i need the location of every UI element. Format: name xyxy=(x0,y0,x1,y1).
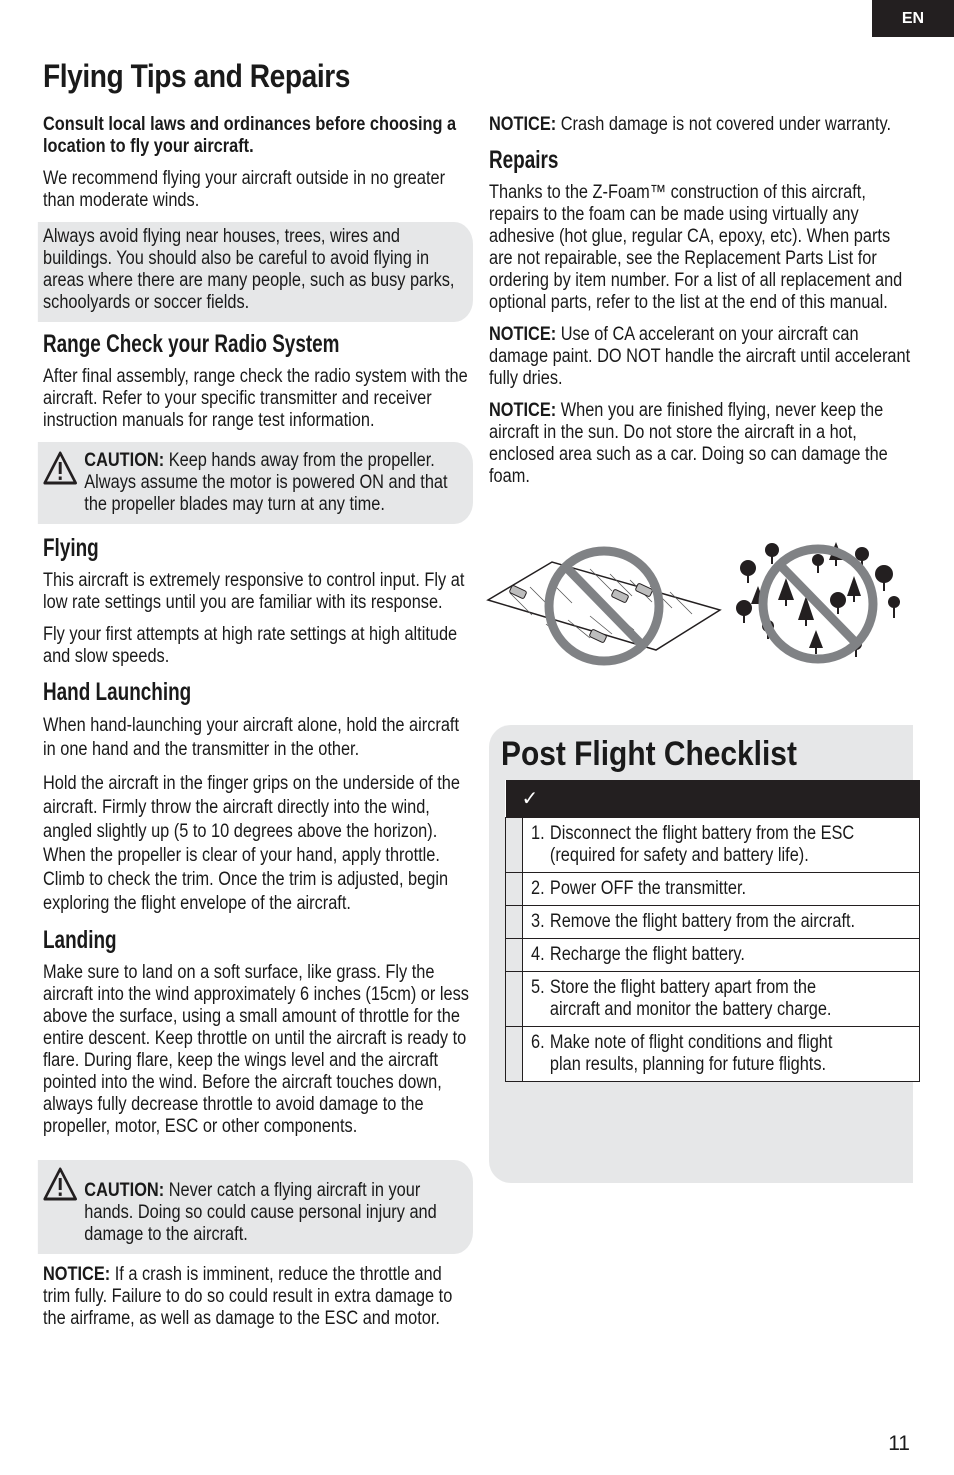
checklist-item-number: 3. xyxy=(531,911,545,932)
checklist-item xyxy=(523,1027,920,1082)
checklist-item-text: Make note of flight conditions and flight plan results, planning for future flights. xyxy=(549,1032,833,1075)
avoid-obstacles-text: Always avoid flying near houses, trees, wires and buildings. You should also be careful to avoid flying in areas where there are many people, such as busy parks, schoolyards or soccer fields. xyxy=(43,226,455,313)
checklist-item-number: 6. xyxy=(531,1032,545,1053)
checklist-item-number: 5. xyxy=(531,977,545,998)
repairs-heading: Repairs xyxy=(489,146,559,174)
checklist-row xyxy=(506,939,920,972)
checklist-item-text: Disconnect the flight battery from the ESC (required for safety and battery life). xyxy=(549,823,855,866)
no-parking-lot-icon xyxy=(488,551,720,661)
warning-triangle-icon xyxy=(43,450,77,486)
range-check-heading: Range Check your Radio System xyxy=(43,330,340,358)
notice-ca-accelerant xyxy=(489,324,915,390)
checklist-item-number: 4. xyxy=(531,944,545,965)
checklist-item-number: 1. xyxy=(531,823,545,844)
notice-warranty-text: Crash damage is not covered under warranty. xyxy=(556,114,892,135)
checklist-header-row xyxy=(506,780,920,818)
check-mark-icon: ✓ xyxy=(506,780,920,818)
caution-label: CAUTION: xyxy=(84,1180,165,1201)
checklist-item-text: Store the flight battery apart from the aircraft and monitor the battery charge. xyxy=(549,977,832,1020)
notice-crash-imminent xyxy=(43,1264,473,1330)
checklist-row xyxy=(506,906,920,939)
flying-text-2: Fly your first attempts at high rate settings at high altitude and slow speeds. xyxy=(43,624,458,667)
checklist-row xyxy=(506,873,920,906)
notice-ca-accelerant-text: Use of CA accelerant on your aircraft can damage paint. DO NOT handle the aircraft until accelerant fully dries. xyxy=(489,324,911,389)
notice-warranty xyxy=(489,114,915,136)
checklist-item xyxy=(523,939,920,972)
left-column xyxy=(43,114,533,1340)
checklist-row xyxy=(506,972,920,1027)
page-number: 11 xyxy=(888,1432,910,1455)
checklist-item xyxy=(523,972,920,1027)
checklist-title: Post Flight Checklist xyxy=(501,735,797,773)
post-flight-checklist-panel xyxy=(489,725,913,1183)
landing-text: Make sure to land on a soft surface, like grass. Fly the aircraft into the wind approximately 6 inches (15cm) or less above the surface, using a small amount of throttle for the entire descent. Keep throttle on until the aircraft is ready to flare. During flare, keep the wings level and the aircraft pointed into the wind. Before the aircraft touches down, always fully decrease throttle to avoid damage to the propeller, motor, ESC or other components. xyxy=(43,962,469,1137)
landing-heading: Landing xyxy=(43,926,117,954)
notice-sun-storage xyxy=(489,400,915,488)
hand-launching-text-1: When hand-launching your aircraft alone, hold the aircraft in one hand and the transmitter in the other. xyxy=(43,715,460,760)
checklist-row xyxy=(506,818,920,873)
checklist-item xyxy=(523,906,920,939)
caution-propeller-box xyxy=(38,442,473,524)
notice-label: NOTICE: xyxy=(489,114,557,135)
no-trees-icon xyxy=(736,542,900,659)
checklist-item xyxy=(523,818,920,873)
checkbox-cell[interactable] xyxy=(506,818,523,873)
checkbox-cell[interactable] xyxy=(506,972,523,1027)
page-title: Flying Tips and Repairs xyxy=(43,58,351,94)
checklist-table xyxy=(505,780,920,1082)
checklist-item-text: Power OFF the transmitter. xyxy=(549,878,747,899)
right-column xyxy=(489,114,954,498)
notice-label: NOTICE: xyxy=(489,324,557,345)
checkbox-cell[interactable] xyxy=(506,873,523,906)
caution-catch-text: Never catch a flying aircraft in your hands. Doing so could cause personal injury and damage to the aircraft. xyxy=(84,1180,437,1245)
hand-launching-heading: Hand Launching xyxy=(43,678,192,706)
notice-sun-storage-text: When you are finished flying, never keep the aircraft in the sun. Do not store the aircraft in a hot, enclosed area such as a car. Doing so can damage the foam. xyxy=(489,400,888,487)
caution-label: CAUTION: xyxy=(84,450,165,471)
language-tab: EN xyxy=(872,0,954,37)
checklist-item-number: 2. xyxy=(531,878,545,899)
caution-catch-box xyxy=(38,1160,473,1254)
wind-recommendation-text: We recommend flying your aircraft outside in no greater than moderate winds. xyxy=(43,168,446,211)
caution-propeller-text: Keep hands away from the propeller. Always assume the motor is powered ON and that the propeller blades may turn at any time. xyxy=(84,450,448,515)
checkbox-cell[interactable] xyxy=(506,1027,523,1082)
left-column-content xyxy=(43,114,473,1330)
checklist-item-text: Remove the flight battery from the aircraft. xyxy=(549,911,856,932)
checklist-item-text: Recharge the flight battery. xyxy=(549,944,745,965)
notice-label: NOTICE: xyxy=(489,400,557,421)
notice-crash-imminent-text: If a crash is imminent, reduce the throttle and trim fully. Failure to do so could result in extra damage to the airframe, as well as damage to the ESC and motor. xyxy=(43,1264,453,1329)
prohibited-locations-illustration xyxy=(486,538,906,668)
checklist-row xyxy=(506,1027,920,1082)
checklist-item xyxy=(523,873,920,906)
repairs-text: Thanks to the Z-Foam™ construction of this aircraft, repairs to the foam can be made using virtually any adhesive (hot glue, regular CA, epoxy, etc). When parts are not repairable, see the Replacement Parts List for ordering by item number. For a list of all replacement and optional parts, refer to the list at the end of this manual. xyxy=(489,182,903,313)
notice-label: NOTICE: xyxy=(43,1264,111,1285)
flying-heading: Flying xyxy=(43,534,99,562)
hand-launching-text-2: Hold the aircraft in the finger grips on the underside of the aircraft. Firmly throw the aircraft directly into the wind, angled slightly up (5 to 10 degrees above the horizon). When the propeller is clear of your hand, apply throttle. Climb to check the trim. Once the trim is adjusted, begin exploring the flight envelope of the aircraft. xyxy=(43,773,460,914)
checkbox-cell[interactable] xyxy=(506,939,523,972)
checkbox-cell[interactable] xyxy=(506,906,523,939)
warning-triangle-icon xyxy=(43,1166,77,1202)
right-column-content xyxy=(489,114,915,488)
intro-bold-text: Consult local laws and ordinances before choosing a location to fly your aircraft. xyxy=(43,114,457,157)
flying-text-1: This aircraft is extremely responsive to control input. Fly at low rate settings until you are familiar with its response. xyxy=(43,570,465,613)
avoid-obstacles-box xyxy=(38,222,473,322)
range-check-text: After final assembly, range check the radio system with the aircraft. Refer to your specific transmitter and receiver instruction manuals for range test information. xyxy=(43,366,468,431)
